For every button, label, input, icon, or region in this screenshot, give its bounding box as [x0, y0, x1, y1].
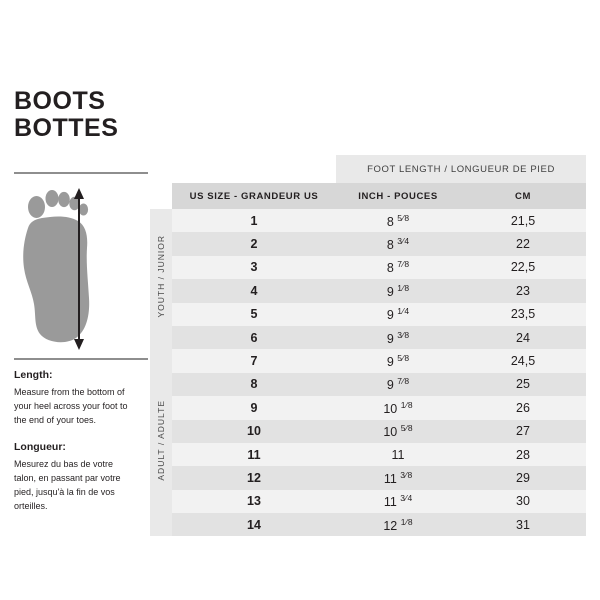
cell-us-size: 5	[172, 303, 336, 326]
table-body	[150, 209, 586, 536]
size-table-wrap	[150, 155, 586, 536]
length-heading: Length:	[14, 369, 53, 381]
cell-inch: 9 $^{7⁄8}$	[336, 373, 460, 396]
cell-us-size: 6	[172, 326, 336, 349]
age-group-label-adult	[150, 349, 172, 536]
instructions-column	[14, 172, 148, 527]
size-table	[150, 155, 586, 536]
cell-inch: 11 $^{3⁄4}$	[336, 490, 460, 513]
cell-inch: 9 $^{5⁄8}$	[336, 349, 460, 372]
cell-us-size: 8	[172, 373, 336, 396]
cell-inch: 8 $^{7⁄8}$	[336, 256, 460, 279]
age-group-label-youth	[150, 209, 172, 349]
cell-cm: 21,5	[460, 209, 586, 232]
cell-cm: 23	[460, 279, 586, 302]
header-inch: INCH - POUCES	[336, 183, 460, 209]
cell-us-size: 12	[172, 466, 336, 489]
page-title-en: BOOTS	[14, 87, 106, 115]
divider-top	[14, 172, 148, 174]
foot-length-group-header: FOOT LENGTH / LONGUEUR DE PIED	[336, 155, 586, 183]
cell-cm: 31	[460, 513, 586, 536]
foot-diagram	[14, 184, 148, 356]
cell-inch: 11	[336, 443, 460, 466]
cell-inch: 8 $^{5⁄8}$	[336, 209, 460, 232]
foot-outline-icon	[14, 184, 148, 356]
cell-cm: 26	[460, 396, 586, 419]
table-row	[150, 326, 586, 349]
age-group-label-text: ADULT / ADULTE	[156, 400, 166, 481]
cell-us-size: 7	[172, 349, 336, 372]
cell-us-size: 4	[172, 279, 336, 302]
cell-inch: 12 $^{1⁄8}$	[336, 513, 460, 536]
cell-cm: 22	[460, 232, 586, 255]
cell-cm: 22,5	[460, 256, 586, 279]
cell-cm: 25	[460, 373, 586, 396]
table-row	[150, 209, 586, 232]
cell-us-size: 1	[172, 209, 336, 232]
cell-cm: 30	[460, 490, 586, 513]
cell-inch: 9 $^{1⁄8}$	[336, 279, 460, 302]
cell-inch: 9 $^{3⁄8}$	[336, 326, 460, 349]
table-row	[150, 279, 586, 302]
cell-inch: 9 $^{1⁄4}$	[336, 303, 460, 326]
table-group-header-row	[150, 155, 586, 183]
cell-inch: 10 $^{1⁄8}$	[336, 396, 460, 419]
table-row	[150, 513, 586, 536]
page-title	[14, 88, 118, 142]
cell-us-size: 11	[172, 443, 336, 466]
cell-cm: 28	[460, 443, 586, 466]
cell-cm: 27	[460, 420, 586, 443]
cell-us-size: 14	[172, 513, 336, 536]
cell-us-size: 2	[172, 232, 336, 255]
cell-cm: 23,5	[460, 303, 586, 326]
cell-us-size: 13	[172, 490, 336, 513]
table-header-row	[150, 183, 586, 209]
table-row	[150, 373, 586, 396]
cell-us-size: 10	[172, 420, 336, 443]
divider-bottom	[14, 358, 148, 360]
cell-cm: 29	[460, 466, 586, 489]
table-row	[150, 396, 586, 419]
header-cm: CM	[460, 183, 586, 209]
table-row	[150, 256, 586, 279]
table-row	[150, 420, 586, 443]
table-row	[150, 466, 586, 489]
header-rot-spacer	[150, 183, 172, 209]
group-header-spacer-2	[172, 155, 336, 183]
longueur-text: Mesurez du bas de votre talon, en passant par votre pied, jusqu'à la fin de vos orteilles.	[14, 458, 121, 511]
table-row	[150, 303, 586, 326]
table-row	[150, 349, 586, 372]
cell-inch: 8 $^{3⁄4}$	[336, 232, 460, 255]
table-row	[150, 490, 586, 513]
cell-inch: 10 $^{5⁄8}$	[336, 420, 460, 443]
cell-cm: 24	[460, 326, 586, 349]
length-text: Measure from the bottom of your heel across your foot to the end of your toes.	[14, 387, 128, 425]
table-row	[150, 443, 586, 466]
age-group-label-text: YOUTH / JUNIOR	[156, 235, 166, 318]
page-title-fr: BOTTES	[14, 114, 119, 142]
cell-us-size: 3	[172, 256, 336, 279]
cell-inch: 11 $^{3⁄8}$	[336, 466, 460, 489]
longueur-heading: Longueur:	[14, 440, 66, 453]
cell-cm: 24,5	[460, 349, 586, 372]
cell-us-size: 9	[172, 396, 336, 419]
header-us-size: US SIZE - GRANDEUR US	[172, 183, 336, 209]
table-row	[150, 232, 586, 255]
group-header-spacer	[150, 155, 172, 183]
